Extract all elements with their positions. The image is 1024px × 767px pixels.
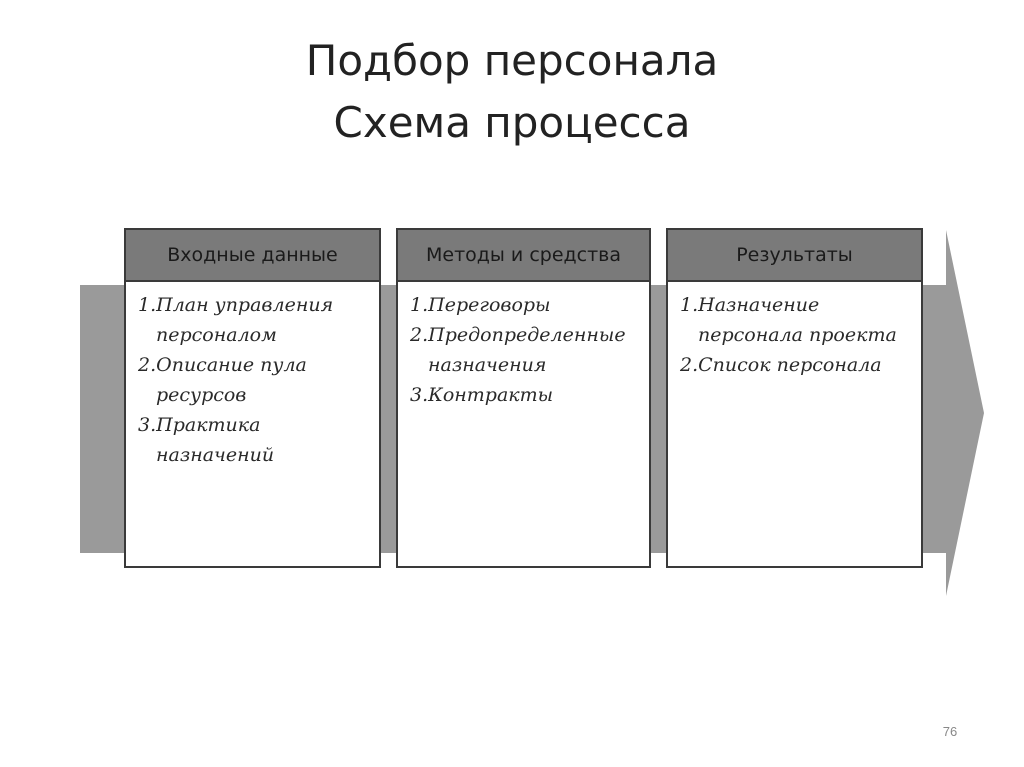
- column-header-inputs: Входные данные: [126, 230, 379, 282]
- column-inputs: [124, 228, 381, 568]
- column-list-results: [668, 282, 921, 380]
- slide-title: [0, 30, 1024, 154]
- list-item: [410, 320, 639, 380]
- column-list-inputs: [126, 282, 379, 470]
- list-item-continuation: персоналом: [156, 324, 277, 346]
- title-line-2: Схема процесса: [333, 98, 691, 147]
- list-item-text: 1.Назначение: [680, 294, 820, 316]
- list-item-text: 2.Предопределенные: [410, 324, 626, 346]
- column-header-results: Результаты: [668, 230, 921, 282]
- column-list-methods: [398, 282, 649, 410]
- column-methods: [396, 228, 651, 568]
- list-item: [138, 410, 369, 470]
- list-item: [680, 350, 911, 380]
- list-item-continuation: персонала проекта: [698, 324, 897, 346]
- list-item: [410, 380, 639, 410]
- column-header-methods: Методы и средства: [398, 230, 649, 282]
- list-item-text: 3.Практика: [138, 414, 261, 436]
- list-item-text: 1.План управления: [138, 294, 334, 316]
- process-arrow-head: [946, 230, 984, 596]
- column-results: [666, 228, 923, 568]
- list-item-continuation: назначений: [156, 444, 275, 466]
- page-number: 76: [942, 724, 958, 739]
- list-item-continuation: ресурсов: [156, 384, 247, 406]
- title-line-1: Подбор персонала: [305, 36, 719, 85]
- list-item: [680, 290, 911, 350]
- list-item-text: 2.Описание пула: [138, 354, 307, 376]
- list-item-text: 3.Контракты: [410, 384, 554, 406]
- list-item-text: 2.Список персонала: [680, 354, 882, 376]
- list-item: [138, 290, 369, 350]
- list-item: [410, 290, 639, 320]
- list-item: [138, 350, 369, 410]
- list-item-continuation: назначения: [428, 354, 547, 376]
- list-item-text: 1.Переговоры: [410, 294, 551, 316]
